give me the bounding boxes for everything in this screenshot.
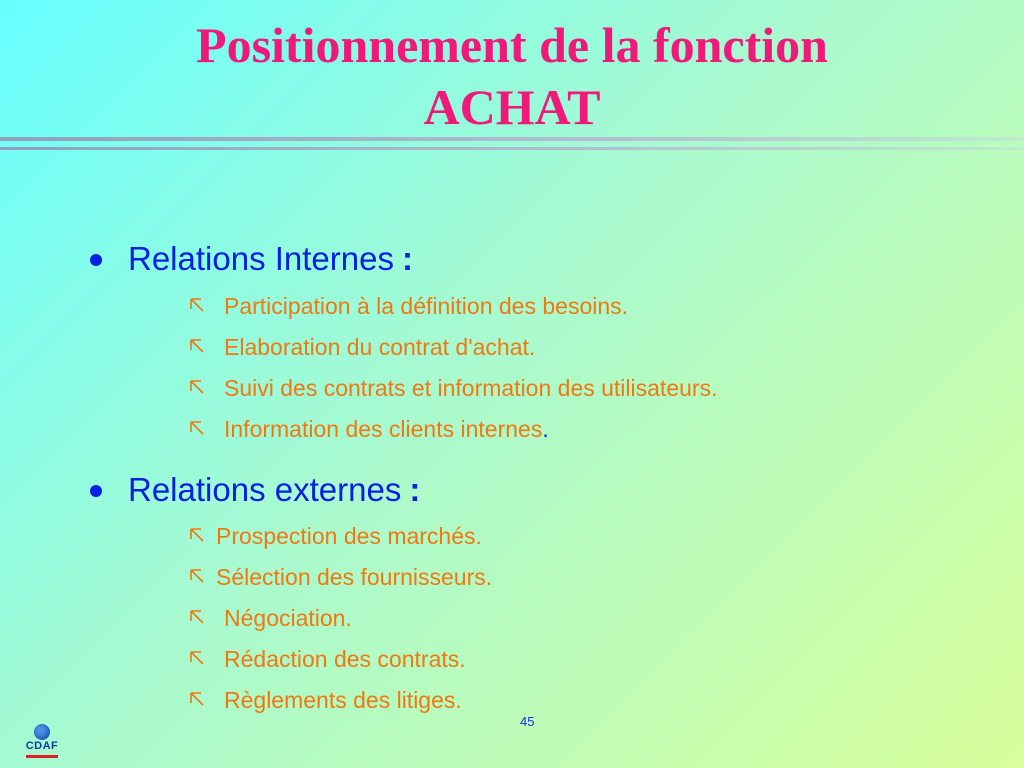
section-bullet-icon: [90, 254, 102, 266]
north-west-arrow-icon: [190, 380, 204, 394]
section-heading-label: Relations Internes: [128, 240, 394, 277]
list-item: Elaboration du contrat d'achat.: [224, 334, 536, 360]
north-west-arrow-icon: [190, 569, 204, 583]
list-item-text: Information des clients internes: [224, 416, 543, 442]
section-heading-colon: :: [401, 240, 413, 277]
title-divider-bottom: [0, 147, 1024, 150]
north-west-arrow-icon: [190, 339, 204, 353]
section-heading-internes: [128, 239, 413, 279]
list-item: Règlements des litiges.: [224, 687, 462, 713]
section-heading-externes: [128, 470, 420, 510]
section-bullet-icon: [90, 485, 102, 497]
page-number: 45: [520, 714, 535, 729]
list-item: Participation à la définition des besoins.: [224, 293, 629, 319]
north-west-arrow-icon: [190, 421, 204, 435]
list-item: Négociation.: [224, 605, 352, 631]
north-west-arrow-icon: [190, 528, 204, 542]
north-west-arrow-icon: [190, 610, 204, 624]
north-west-arrow-icon: [190, 298, 204, 312]
slide-title-line2: ACHAT: [423, 79, 601, 135]
north-west-arrow-icon: [190, 651, 204, 665]
slide-title-line1: Positionnement de la fonction: [196, 17, 828, 73]
logo-text: CDAF: [25, 740, 59, 752]
title-divider-top: [0, 137, 1024, 141]
section-heading-colon: :: [409, 471, 421, 508]
list-item-period: .: [542, 416, 549, 442]
north-west-arrow-icon: [190, 692, 204, 706]
cdaf-logo: [22, 724, 62, 760]
slide-title: [0, 14, 1024, 138]
list-item: Rédaction des contrats.: [224, 646, 466, 672]
list-item: Sélection des fournisseurs.: [216, 564, 493, 590]
list-item: [224, 414, 549, 444]
list-item: Suivi des contrats et information des utilisateurs.: [224, 375, 718, 401]
globe-icon: [34, 724, 50, 740]
section-heading-label: Relations externes: [128, 471, 402, 508]
logo-underline: [26, 755, 58, 758]
list-item: Prospection des marchés.: [216, 523, 482, 549]
